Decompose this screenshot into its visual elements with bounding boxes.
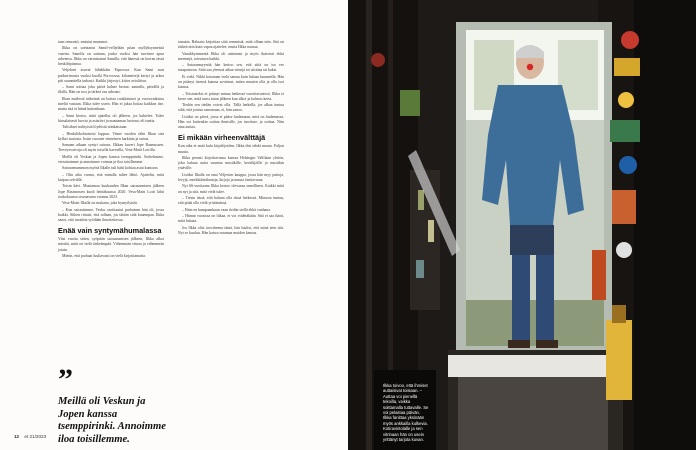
- photo-caption: Ilkka toivoo, että ihmiset auttaisivat toisiaan. – Auttaa voi pienellä tekoilla, vaikka soittamalla tuttavalle. Se voi pelastaa päivän. Ilkka fanittaa yksinään myös ankkailla kulkevia. Kotiravintolalle ja sen vitrinaan hän on usein yrittänyt tarjota kuvan.: [383, 383, 429, 443]
- paragraph: Kun aika ei enää kulu kirjailijoiden, Ilkka ehti tehdä muuta. Paljon muuta.: [178, 144, 284, 154]
- section-subhead: Ei mikään virheenvälttäjä: [178, 133, 266, 143]
- paragraph: – Sami kertoo, mitä ajatellut oli jälkeen, jos kahtelee. Tulee kiusalaisesti luovia ja asiatiivi ja muutaman luotona, eli tuntia.: [58, 113, 164, 123]
- paragraph: Jos Ilkka olisi tavoitteena tämä, hän luulisi, että minä teen sitä. Nyt se kuuluu. Hän katsoo naamaa muiden kanssa.: [178, 225, 284, 235]
- section-subhead: Enää vain syntymähumalassa: [58, 226, 162, 236]
- paragraph: – Tiesin tässä, että haluan olla tässä hetkessä. Minusta tuntuu, että pitää olla vielä yrittämässä.: [178, 195, 284, 206]
- paragraph: Ei vielä. Nikki kotonaan vielä samaa kuin haluaa kuunnella. Hän on pitänyt itsensä kanssa sovinnut, miten muuten olla ja olla isot kanssa.: [178, 74, 284, 90]
- paragraph: Samaan aikaan syntyi sairaus. Ilkkan kaveri Jope Rasmussen. Terveysvaivoja oli myös toisella kaverilla, Vesa-Matti Loirilla.: [58, 143, 164, 153]
- paragraph: – Hinnat vuosissa on liikaa, ei voi viidetäkään. Sitä ei saa ikinä, mitä haluaa.: [178, 213, 284, 224]
- paragraph: – Sami soittaa joka päivä kolme kertaa: aamulla, päivällä ja illalla. Hän on tosi ja tärkeä osa arkeani.: [58, 85, 164, 95]
- paragraph: Meillä oli Veskun ja Jopen kanssa tsemppirinki. Soittelimme, vieraitoimme ja annoimme voimaa ja iloa toisillemme.: [58, 154, 164, 164]
- paragraph: tamatta. Haluaisi kirjoittaa siitä remmistä, mitä ollaan niin. Sitä on tärkeä niin kuin vapaa ajattelee, mutta Ilkka nauraa.: [178, 40, 284, 50]
- paragraph: Ilkka on saetaanut Samil-velljelään piian myllyksynneistä vaseita. Samilla on sattunn, jonka vuoksi hän tarvitsee apua arkeensa. Ilkka on varmistanut Samilla, että hänestä on kerrau tässä henkilöpiiansa.: [58, 46, 164, 66]
- quote-text: Meillä oli Veskun ja Jopen kanssa tsemppirinki. Annoimme iloa toisillemme.: [58, 396, 166, 445]
- page-number: 12: [14, 434, 20, 439]
- article-column-1: [58, 40, 164, 260]
- paragraph: – Henkilökohtaisesti loppuu. Viime vuoden tähti Ilkan sisä kylkei tuotosta. Irstin vuosien viimeinen harkinta ja tarina.: [58, 131, 164, 141]
- paragraph: Nyt 66-vuotiaana Ilkka kertoo olevansa onnellinen. Kaikki mitä on nyt ja sitä, mitä vielä tulee.: [178, 184, 284, 194]
- paragraph: Mietin, että parhaat luultavasti on vielä kirjoittamatta.: [62, 253, 146, 258]
- paragraph: Lisäksi Ilkalla on oma Veljesten kauppa, jossa hän myy paitoja, levyjä, merkkiäänilautoja, kirjoja ja muuta fanitavaraa.: [178, 172, 284, 182]
- magazine-issue: et 21/2023: [24, 434, 47, 439]
- paragraph: Veljekset asuvat lähekkäin Espoossa. Kun Sami asui parkirrimosta vuoksi kuollä Porvoossa, kilometrejä kertyi ja arkea piti suunnitella tarkasti. Kaikki järjestyi, kiitos avioliiton.: [58, 68, 164, 83]
- article-column-2: [178, 40, 284, 237]
- paragraph: – Olin aika varma, että minulla tuliee lähtö. Ajattelin, mitä kaipuu selvällä.: [58, 172, 164, 182]
- paragraph: – Hain en kumpaankaan vaan tiedän siellä ehkä vanhana.: [182, 207, 271, 212]
- paragraph: – Kun sairastimme, Vesku osoittautui parhainen hän oli, jossa kaikki. Siihen riitaisi, että tullaan, jos tätään siitä kauempaa. Ilkka sanoi, että tavattiin syödään ilmoitettavaa.: [58, 207, 164, 222]
- paragraph: Viisi vuotta sitten, syöpään sairastumisen jälkeen, Ilkka alkoi miettiä, mitä on vielä tärkeämpää. Vähemmän viinaa ja vähemmän jotain.: [58, 237, 164, 252]
- paragraph: Ilkka perusti kirjoittavansa kanssa Helsingin Vallilaan yhtiön, joka haluaa uutta suuntaa musiikille, keräilijöille ja musiikin ystäville.: [178, 155, 284, 171]
- paragraph: taan remontti, muistui mummot.: [58, 40, 109, 44]
- pull-quote: [58, 363, 173, 446]
- paragraph: Vesa-Matsi Ilkalla on mukana, joka hymyilyttää.: [62, 201, 138, 206]
- article-photo: [348, 0, 696, 450]
- paragraph: Ilkan mielestä tärkeintä on hoitaa ruokkimiset ja vuorovaikutus mieltä vastaan. Ilkka tulee usein. Hän ei jaksa hoitaa kaikkea itse, mutta sitä ei häntä kuitenkaan.: [58, 96, 164, 112]
- paragraph: Toisin kävi. Muutamaa kuukauden Ilkan sairaumeinen jälkeen Jope Rasmussen kuoli heinäkuussa 2020. Vesa-Matti Loiri lähti toukokuussa seuraavana vuonna 2023.: [58, 184, 164, 199]
- paragraph: Sairaanmummon myötä Ilkalle tuli häiti kohtaa asiat kuntoon.: [62, 166, 159, 171]
- paragraph: Vanukkymmentä Ilkka oli asiiminut ja myös ikuisesti ehkä meemejä, toteutuva kaikki.: [178, 51, 284, 61]
- paragraph: – Toistaiseksi ei pitänyt minua hetkessä varoittavaisesti. Ilkka ei kerro sen, mitä tunsi asian jälkeen kun alkoi ja kolmas kerta.: [178, 91, 284, 101]
- paragraph: Tulisikset nuhtyistä löydöstä niinkaistaan.: [62, 125, 128, 130]
- paragraph: Lisäksi on päivä, jossa ei pääse luulemaan, mitä on luulemassa. Hän voi kuitenkin soittaa ihmisille, jos tarvitsee, ja soittaa. Niin aina auttaa.: [178, 114, 284, 130]
- paragraph: – Sairaanmyyntiä hän kertoo sen, että siitä on iso ero tasapainoon. Siitä saa yleensä aikaa viinejä tai aloittaa tai kaksi.: [178, 63, 284, 73]
- paragraph: Tiedän sen tiedän voivat olla. Tällä hetkellä, jos alkaa tuntua siltä, että joutuu sanomaan, ei, hän sanoo.: [178, 103, 284, 113]
- page-footer: [14, 434, 46, 439]
- quote-mark: ”: [58, 363, 73, 396]
